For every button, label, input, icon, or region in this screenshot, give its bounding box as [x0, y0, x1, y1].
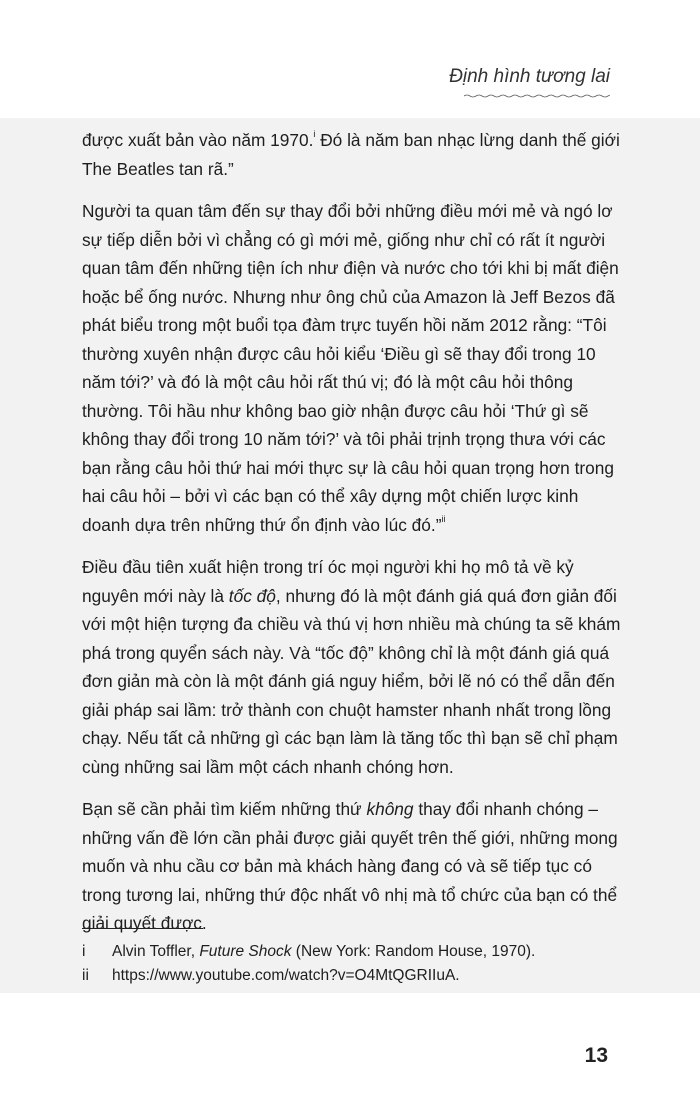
- header-wavy-underline: [464, 94, 610, 98]
- paragraph-1-text-b: Đó là năm ban nhạc lừng danh thế giới The Beatles tan rã.”: [82, 130, 620, 179]
- footnote-separator: [82, 928, 203, 929]
- footnote-ii: [82, 964, 622, 988]
- footnote-i: [82, 940, 622, 964]
- paragraph-1-text-a: được xuất bản vào năm 1970.: [82, 130, 314, 150]
- footnote-i-mark: i: [82, 943, 86, 960]
- footnote-i-author: Alvin Toffler,: [112, 943, 200, 960]
- paragraph-3-text-a: Điều đầu tiên xuất hiện trong trí óc mọi người khi họ mô tả về kỷ nguyên mới này là: [82, 557, 574, 606]
- paragraph-1: [82, 126, 622, 183]
- footnote-ref-ii[interactable]: ii: [441, 513, 446, 524]
- band-zigzag-edge: [660, 118, 700, 993]
- footnote-ii-mark: ii: [82, 966, 89, 984]
- paragraph-2-text: Người ta quan tâm đến sự thay đổi bởi những điều mới mẻ và ngó lơ sự tiếp diễn bởi vì chẳng có gì mới mẻ, giống như chỉ có rất ít người quan tâm đến những tiện ích như điện và nước cho tới khi bị mất điện hoặc bể ống nước. Nhưng như ông chủ của Amazon là Jeff Bezos đã phát biểu trong một buổi tọa đàm trực tuyến hồi năm 2012 rằng: “Tôi thường xuyên nhận được câu hỏi kiểu ‘Điều gì sẽ thay đổi trong 10 năm tới?’ và đó là một câu hỏi rất thú vị; đó là một câu hỏi thông thường. Tôi hầu như không bao giờ nhận được câu hỏi ‘Thứ gì sẽ không thay đổi trong 10 năm tới?’ và tôi phải trịnh trọng thưa với các bạn rằng câu hỏi thứ hai mới thực sự là câu hỏi quan trọng hơn trong hai câu hỏi – bởi vì các bạn có thể xây dựng một chiến lược kinh doanh dựa trên những thứ ổn định vào lúc đó.”: [82, 201, 619, 535]
- footnotes: [82, 940, 622, 987]
- footnote-i-text: [112, 940, 535, 964]
- paragraph-4-text-a: Bạn sẽ cần phải tìm kiếm những thứ: [82, 799, 367, 819]
- footnote-ref-i[interactable]: i: [313, 129, 316, 140]
- paragraph-4: [82, 795, 622, 938]
- paragraph-4-emphasis: không: [366, 799, 414, 819]
- paragraph-2: [82, 197, 622, 539]
- page-number: 13: [584, 1044, 608, 1067]
- main-text: [82, 126, 622, 952]
- paragraph-3-text-b: , nhưng đó là một đánh giá quá đơn giản đối với một hiện tượng đa chiều và thú vị hơn nhiều mà chúng ta sẽ khám phá trong quyển sách này. Và “tốc độ” không chỉ là một đánh giá quá đơn giản mà còn là một đánh giá nguy hiểm, bởi lẽ nó có thể dẫn đến giải pháp sai lầm: trở thành con chuột hamster nhanh nhất trong lồng chạy. Nếu tất cả những gì các bạn làm là tăng tốc thì bạn sẽ chỉ phạm cùng những sai lầm một cách nhanh chóng hơn.: [82, 585, 621, 777]
- running-header-title: Định hình tương lai: [449, 66, 610, 87]
- footnote-ii-link[interactable]: https://www.youtube.com/watch?v=O4MtQGRIIuA.: [112, 966, 460, 984]
- footnote-i-publisher: (New York: Random House, 1970).: [291, 943, 536, 960]
- paragraph-3: [82, 553, 622, 781]
- paragraph-4-text-b: thay đổi nhanh chóng – những vấn đề lớn cần phải được giải quyết trên thế giới, những mong muốn và nhu cầu cơ bản mà khách hàng đang có và sẽ tiếp tục có trong tương lai, những thứ độc nhất vô nhị mà tổ chức của bạn có thể giải quyết được.: [82, 799, 618, 933]
- footnote-i-book-title: Future Shock: [199, 943, 292, 960]
- paragraph-3-emphasis: tốc độ: [228, 585, 276, 606]
